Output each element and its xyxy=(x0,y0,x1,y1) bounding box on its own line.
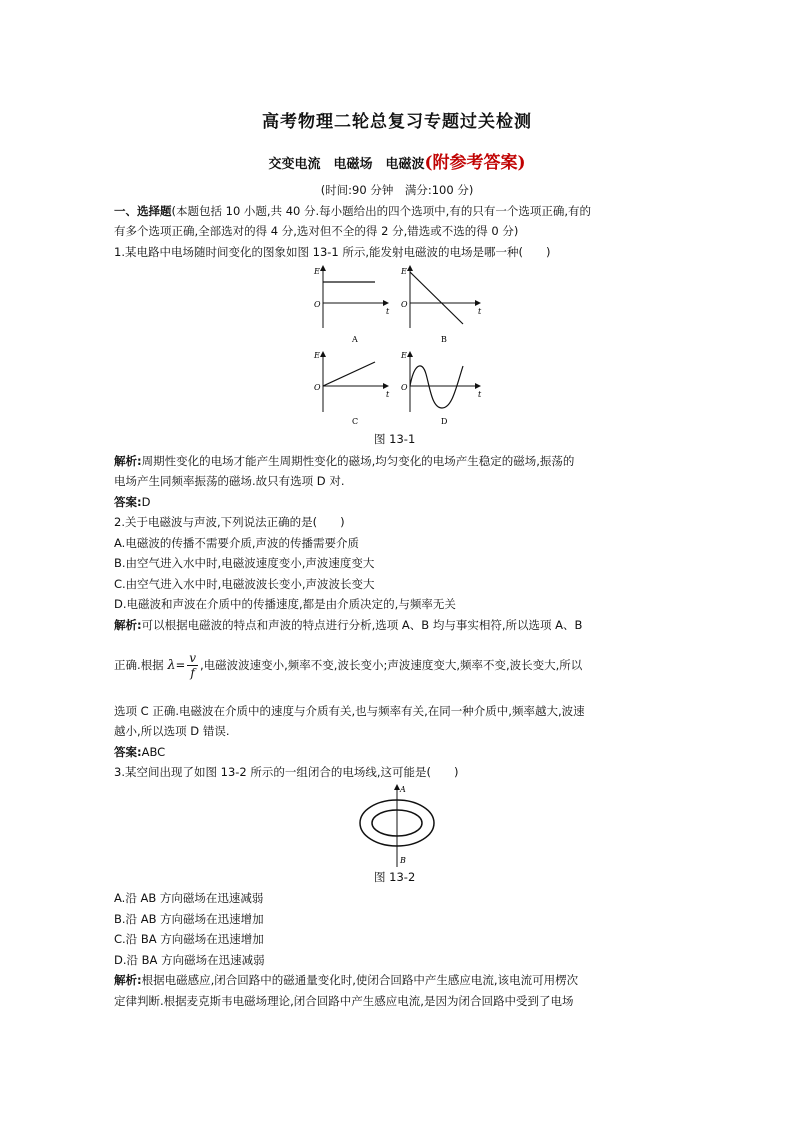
graph-c-axis-e: E xyxy=(314,351,320,360)
figure-13-2-label-b: B xyxy=(400,856,406,865)
section-desc-1: (本题包括 10 小题,共 40 分.每小题给出的四个选项中,有的只有一个选项正确,有的 xyxy=(171,204,591,218)
graph-b-axis-e: E xyxy=(401,267,407,276)
analysis-label: 解析: xyxy=(114,454,142,468)
formula-equals: = xyxy=(175,658,186,672)
graph-a-axis-e: E xyxy=(314,267,320,276)
graph-d-axis-e: E xyxy=(401,351,407,360)
question-2-option-b: B.由空气进入水中时,电磁波速度变小,声波速度变大 xyxy=(114,556,375,570)
figure-13-2-caption: 图 13-2 xyxy=(374,870,416,884)
question-3-analysis-2: 定律判断.根据麦克斯韦电磁场理论,闭合回路中产生感应电流,是因为闭合回路中受到了电场 xyxy=(114,994,574,1008)
question-2-answer xyxy=(114,742,684,762)
question-3-option-a: A.沿 AB 方向磁场在迅速减弱 xyxy=(114,891,264,905)
graph-b xyxy=(400,266,482,344)
graph-d-axis-o: O xyxy=(401,383,408,392)
answer-value: D xyxy=(141,495,151,509)
analysis-text: 正确.根据 xyxy=(114,658,164,672)
analysis-label: 解析: xyxy=(114,973,142,987)
graph-a-axis-o: O xyxy=(314,300,321,309)
question-1-analysis xyxy=(114,451,684,471)
formula-fraction xyxy=(187,651,198,680)
answer-label: 答案: xyxy=(114,745,142,759)
question-1-stem: 1.某电路中电场随时间变化的图象如图 13-1 所示,能发射电磁波的电场是哪一种( ) xyxy=(114,245,551,259)
analysis-text: 可以根据电磁波的特点和声波的特点进行分析,选项 A、B 均与事实相符,所以选项 A、B xyxy=(141,618,583,632)
question-1-analysis-2: 电场产生同频率振荡的磁场.故只有选项 D 对. xyxy=(114,474,345,488)
question-3-option-d: D.沿 BA 方向磁场在迅速减弱 xyxy=(114,953,265,967)
figure-13-1 xyxy=(308,262,493,432)
figure-13-2 xyxy=(355,783,445,869)
graph-d-label: D xyxy=(441,417,448,426)
question-2-stem: 2.关于电磁波与声波,下列说法正确的是( ) xyxy=(114,515,345,529)
question-2-analysis-3: 选项 C 正确.电磁波在介质中的速度与介质有关,也与频率有关,在同一种介质中,频率越大,波速 xyxy=(114,704,585,718)
analysis-text: 周期性变化的电场才能产生周期性变化的磁场,均匀变化的电场产生稳定的磁场,振荡的 xyxy=(141,454,575,468)
graph-c xyxy=(313,351,390,426)
question-2-analysis xyxy=(114,615,684,635)
formula-lambda: λ xyxy=(167,658,176,673)
question-2-option-c: C.由空气进入水中时,电磁波波长变小,声波波长变大 xyxy=(114,577,375,591)
question-2-analysis-formula-line xyxy=(114,650,684,681)
time-info: (时间:90 分钟 满分:100 分) xyxy=(320,183,474,197)
answer-value: ABC xyxy=(141,745,166,759)
question-3-stem: 3.某空间出现了如图 13-2 所示的一组闭合的电场线,这可能是( ) xyxy=(114,765,459,779)
section-heading xyxy=(114,201,684,221)
figure-13-1-caption: 图 13-1 xyxy=(374,432,416,446)
graph-c-axis-t: t xyxy=(386,390,390,399)
answer-label: 答案: xyxy=(114,495,142,509)
graph-c-label: C xyxy=(352,417,359,426)
graph-b-label: B xyxy=(441,335,447,344)
graph-b-axis-o: O xyxy=(401,300,408,309)
page-subtitle xyxy=(0,148,794,173)
question-3-option-b: B.沿 AB 方向磁场在迅速增加 xyxy=(114,912,264,926)
question-2-option-a: A.电磁波的传播不需要介质,声波的传播需要介质 xyxy=(114,536,359,550)
section-desc-2: 有多个选项正确,全部选对的得 4 分,选对但不全的得 2 分,错选或不选的得 0 分) xyxy=(114,224,519,238)
analysis-text: 根据电磁感应,闭合回路中的磁通量变化时,使闭合回路中产生感应电流,该电流可用楞次 xyxy=(141,973,579,987)
subtitle-topics: 交变电流 电磁场 电磁波 xyxy=(268,157,425,172)
question-3-option-c: C.沿 BA 方向磁场在迅速增加 xyxy=(114,932,264,946)
page-title: 高考物理二轮总复习专题过关检测 xyxy=(262,112,532,132)
graph-d-axis-t: t xyxy=(478,390,482,399)
graph-a-axis-t: t xyxy=(386,307,390,316)
question-3-analysis xyxy=(114,970,684,990)
figure-13-2-label-a: A xyxy=(400,785,406,794)
graph-d xyxy=(400,351,482,426)
analysis-label: 解析: xyxy=(114,618,142,632)
section-label: 一、选择题 xyxy=(114,204,172,218)
question-1-answer xyxy=(114,492,684,512)
question-2-option-d: D.电磁波和声波在介质中的传播速度,都是由介质决定的,与频率无关 xyxy=(114,597,456,611)
answer-note: (附参考答案) xyxy=(424,153,526,173)
graph-b-axis-t: t xyxy=(478,307,482,316)
graph-a xyxy=(313,266,390,344)
question-2-analysis-4: 越小,所以选项 D 错误. xyxy=(114,724,230,738)
formula-numerator: v xyxy=(189,651,196,665)
graph-a-label: A xyxy=(352,335,358,344)
analysis-text: ,电磁波波速变小,频率不变,波长变小;声波速度变大,频率不变,波长变大,所以 xyxy=(199,658,583,672)
graph-c-axis-o: O xyxy=(314,383,321,392)
formula-denominator: f xyxy=(190,666,195,680)
